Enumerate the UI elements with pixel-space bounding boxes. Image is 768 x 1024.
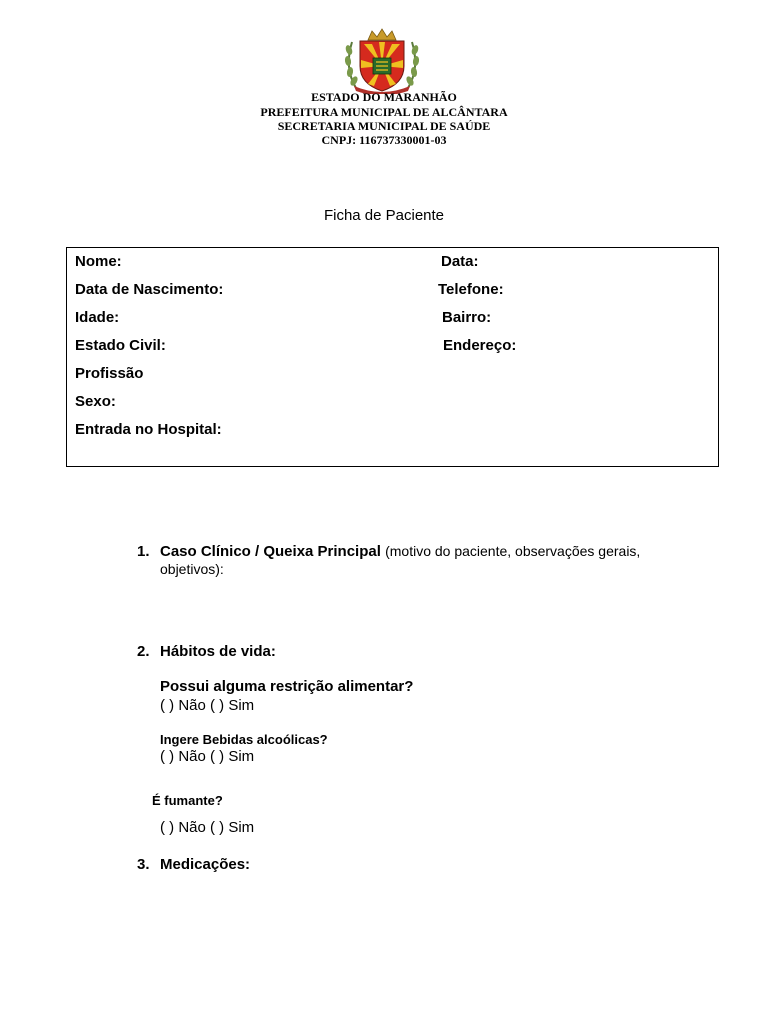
section-1-number: 1.: [137, 543, 150, 560]
options-restricao-alimentar[interactable]: ( ) Não ( ) Sim: [160, 697, 255, 714]
section-1-title: Caso Clínico / Queixa Principal: [160, 543, 381, 560]
field-entrada-hospital[interactable]: Entrada no Hospital:: [75, 421, 222, 438]
form-title: Ficha de Paciente: [323, 207, 445, 224]
section-1-description-cont: objetivos):: [160, 561, 224, 577]
field-nome[interactable]: Nome:: [75, 253, 122, 270]
header-cnpj: CNPJ: 116737330001-03: [321, 133, 447, 147]
field-data[interactable]: Data:: [441, 253, 479, 270]
field-profissao[interactable]: Profissão: [75, 365, 144, 382]
field-endereco[interactable]: Endereço:: [443, 337, 517, 354]
patient-info-box: [66, 247, 719, 467]
section-3-number: 3.: [137, 856, 150, 873]
field-bairro[interactable]: Bairro:: [442, 309, 492, 326]
field-data-nascimento[interactable]: Data de Nascimento:: [75, 281, 224, 298]
section-1-heading: [160, 543, 640, 560]
section-2-title: Hábitos de vida:: [160, 643, 276, 660]
options-fumante[interactable]: ( ) Não ( ) Sim: [160, 819, 255, 836]
question-restricao-alimentar: Possui alguma restrição alimentar?: [160, 678, 414, 695]
header-state: ESTADO DO MARANHÃO: [311, 90, 457, 104]
question-fumante: É fumante?: [152, 793, 223, 808]
field-idade[interactable]: Idade:: [75, 309, 120, 326]
field-estado-civil[interactable]: Estado Civil:: [75, 337, 166, 354]
coat-of-arms-icon: [342, 28, 422, 94]
header-prefeitura: PREFEITURA MUNICIPAL DE ALCÂNTARA: [260, 105, 508, 119]
field-sexo[interactable]: Sexo:: [75, 393, 116, 410]
options-bebidas-alcoolicas[interactable]: ( ) Não ( ) Sim: [160, 748, 255, 765]
header-secretaria: SECRETARIA MUNICIPAL DE SAÚDE: [277, 119, 491, 133]
section-3-title: Medicações:: [160, 856, 251, 873]
question-bebidas-alcoolicas: Ingere Bebidas alcoólicas?: [160, 732, 328, 747]
section-1-description: (motivo do paciente, observações gerais,: [385, 543, 641, 559]
field-telefone[interactable]: Telefone:: [438, 281, 504, 298]
section-2-number: 2.: [137, 643, 150, 660]
